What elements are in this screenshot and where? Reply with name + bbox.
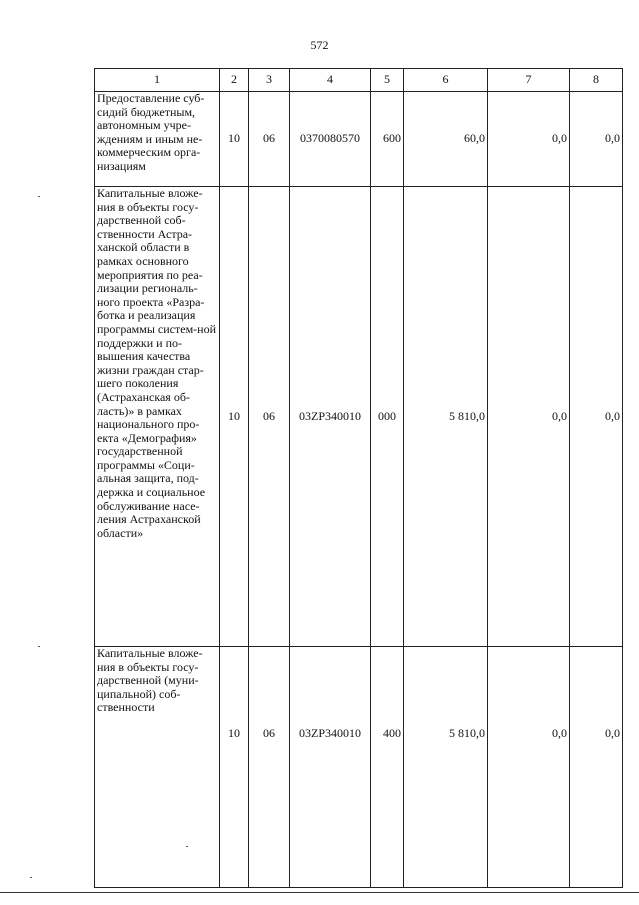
table-row — [95, 92, 623, 187]
page-bottom-rule — [0, 892, 639, 893]
scan-speck — [30, 877, 32, 878]
scan-speck — [38, 196, 40, 197]
expense-type-cell: 400 — [371, 647, 404, 888]
expense-type-cell: 000 — [371, 187, 404, 647]
subsection-cell: 06 — [249, 187, 290, 647]
section-cell: 10 — [220, 187, 249, 647]
section-cell: 10 — [220, 647, 249, 888]
row-name-cell: Капитальные вложе-ния в объекты госу-дарственной соб-ственности Астра-ханской области в рамках основного мероприятия по реа-лизации региональ-ного проекта «Разра-ботка и реализация программы систем-ной поддержки и по-вышения качества жизни граждан стар-шего поколения (Астраханская об-ласть)» в рамках национального про-екта «Демография» государственной программы «Соци-альная защита, под-держка и социальное обслуживание насе-ления Астраханской области» — [95, 187, 220, 647]
amount-col6-cell: 5 810,0 — [404, 187, 488, 647]
column-header: 2 — [220, 69, 249, 92]
budget-table — [94, 68, 623, 888]
amount-col8-cell: 0,0 — [570, 92, 623, 187]
subsection-cell: 06 — [249, 92, 290, 187]
column-header: 3 — [249, 69, 290, 92]
target-article-cell: 03ZP340010 — [290, 187, 371, 647]
page-number: 572 — [310, 38, 329, 52]
row-name-cell: Капитальные вложе-ния в объекты госу-дарственной (муни-ципальной) соб-ственности — [95, 647, 220, 888]
amount-col8-cell: 0,0 — [570, 187, 623, 647]
scan-speck — [186, 846, 188, 847]
column-header: 8 — [570, 69, 623, 92]
amount-col8-cell: 0,0 — [570, 647, 623, 888]
table-row — [95, 187, 623, 647]
amount-col6-cell: 5 810,0 — [404, 647, 488, 888]
subsection-cell: 06 — [249, 647, 290, 888]
amount-col7-cell: 0,0 — [488, 187, 570, 647]
target-article-cell: 03ZP340010 — [290, 647, 371, 888]
scan-speck — [38, 646, 40, 647]
column-header: 4 — [290, 69, 371, 92]
table-row — [95, 647, 623, 888]
column-header: 1 — [95, 69, 220, 92]
row-name-cell: Предоставление суб-сидий бюджетным, автономным учре-ждениям и иным не-коммерческим орга-низациям — [95, 92, 220, 187]
expense-type-cell: 600 — [371, 92, 404, 187]
amount-col7-cell: 0,0 — [488, 92, 570, 187]
column-header: 6 — [404, 69, 488, 92]
target-article-cell: 0370080570 — [290, 92, 371, 187]
table-header-row — [95, 69, 623, 92]
amount-col6-cell: 60,0 — [404, 92, 488, 187]
section-cell: 10 — [220, 92, 249, 187]
column-header: 5 — [371, 69, 404, 92]
amount-col7-cell: 0,0 — [488, 647, 570, 888]
column-header: 7 — [488, 69, 570, 92]
